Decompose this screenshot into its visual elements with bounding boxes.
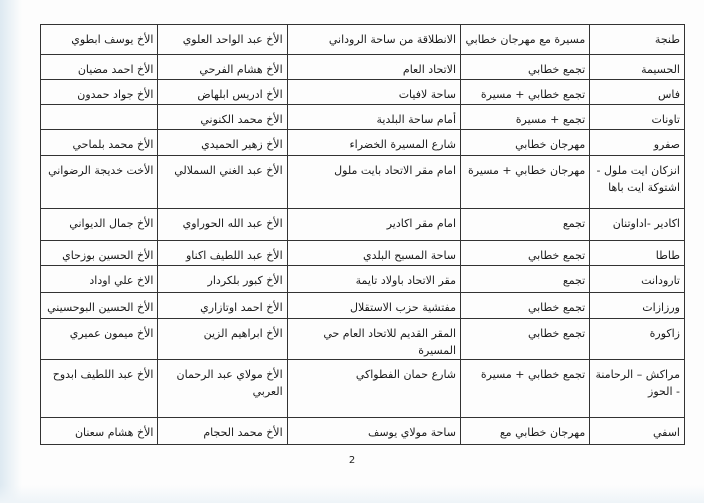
event-type-cell (461, 418, 590, 445)
representative-text: الأخ ميمون عميري (69, 327, 154, 340)
table-row (41, 105, 685, 130)
table-row (41, 55, 685, 80)
representative-text: الأخ هشام سعنان (74, 426, 154, 439)
leader-text: الأخ زهير الحميدي (201, 138, 283, 151)
city-cell (590, 266, 685, 293)
table-row (41, 241, 685, 266)
location-text: امام مقر اكادير (386, 217, 457, 230)
event-type-text: تجمع (562, 217, 586, 230)
location-text: شارع المسيرة الخضراء (349, 138, 457, 151)
event-type-cell (461, 105, 590, 130)
representative-text: الأخ يوسف ابطوي (71, 33, 154, 46)
leader-text: الأخ مولاي عبد الرحمان العربي (176, 368, 283, 398)
city-cell (590, 130, 685, 156)
leader-cell (158, 80, 287, 105)
city-cell (590, 105, 685, 130)
event-type-text: تجمع خطابي + مسيرة (480, 368, 586, 381)
city-text: زاكورة (649, 327, 680, 340)
location-text: ساحة المسبح البلدي (363, 249, 457, 262)
city-text: الحسيمة (641, 63, 680, 76)
leader-text: الأخ هشام الفرحي (199, 63, 283, 76)
event-type-cell (461, 360, 590, 418)
location-text: مقر الاتحاد باولاد تايمة (355, 274, 457, 287)
event-type-text: تجمع خطابي (527, 63, 586, 76)
representative-text: الأخ محمد بلماحي (72, 138, 154, 151)
leader-cell (158, 293, 287, 319)
location-cell (287, 130, 460, 156)
event-type-text: مسيرة مع مهرجان خطابي (465, 33, 586, 46)
leader-cell (158, 418, 287, 445)
event-type-cell (461, 209, 590, 241)
city-cell (590, 25, 685, 55)
city-text: تاونات (651, 113, 680, 126)
event-type-cell (461, 25, 590, 55)
representative-cell (41, 130, 158, 156)
city-text: فاس (657, 88, 680, 101)
city-text: طاطا (655, 249, 680, 262)
city-cell (590, 55, 685, 80)
table-row (41, 266, 685, 293)
representative-text (45, 105, 153, 111)
leader-cell (158, 25, 287, 55)
city-cell (590, 209, 685, 241)
representative-text: الأخ احمد مضيان (77, 63, 154, 76)
event-type-text: تجمع + مسيرة (515, 113, 586, 126)
table-row (41, 319, 685, 360)
city-cell (590, 293, 685, 319)
leader-cell (158, 55, 287, 80)
city-cell (590, 156, 685, 209)
representative-cell (41, 293, 158, 319)
location-cell (287, 209, 460, 241)
leader-cell (158, 360, 287, 418)
location-text: أمام ساحة البلدية (376, 113, 457, 126)
scan-bottom-shadow (0, 485, 704, 503)
event-type-text: مهرجان خطابي مع (499, 426, 586, 439)
table-row (41, 418, 685, 445)
leader-text: الأخ ابراهيم الزين (203, 327, 283, 340)
location-cell (287, 156, 460, 209)
event-type-cell (461, 293, 590, 319)
location-text: المقر القديم للاتحاد العام حي المسيرة (323, 327, 457, 357)
city-text: ورزازات (642, 301, 680, 314)
city-text: اكادير -اداوتنان (612, 217, 680, 230)
location-cell (287, 105, 460, 130)
representative-text: الاخ علي اوداد (89, 274, 154, 287)
event-type-text: تجمع خطابي + مسيرة (480, 88, 586, 101)
leader-cell (158, 209, 287, 241)
representative-cell (41, 156, 158, 209)
event-type-text: تجمع خطابي (527, 301, 586, 314)
city-cell (590, 319, 685, 360)
location-cell (287, 80, 460, 105)
event-type-cell (461, 266, 590, 293)
leader-text: الأخ كبور بلكردار (207, 274, 283, 287)
event-type-cell (461, 241, 590, 266)
representative-text: الأخ عبد اللطيف ابدوح (52, 368, 154, 381)
representative-cell (41, 241, 158, 266)
representative-cell (41, 80, 158, 105)
leader-text: الأخ محمد الحجام (203, 426, 283, 439)
representative-cell (41, 25, 158, 55)
location-text: شارع حمان الفطواكي (355, 368, 457, 381)
representative-cell (41, 360, 158, 418)
location-cell (287, 293, 460, 319)
leader-text: الأخ عبد الله الحوراوي (182, 217, 283, 230)
event-type-text: تجمع خطابي (527, 249, 586, 262)
representative-text: الأخت خديجة الرضواني (48, 164, 154, 177)
table-row (41, 209, 685, 241)
event-type-cell (461, 55, 590, 80)
leader-cell (158, 105, 287, 130)
event-type-text: مهرجان خطابي + مسيرة (468, 164, 586, 177)
representative-cell (41, 55, 158, 80)
table-row (41, 130, 685, 156)
event-type-text: مهرجان خطابي (515, 138, 586, 151)
event-type-text: تجمع (562, 274, 586, 287)
table-row (41, 156, 685, 209)
leader-text: الأخ عبد الواحد العلوي (182, 33, 283, 46)
city-text: طنجة (654, 33, 680, 46)
event-type-cell (461, 319, 590, 360)
city-text: صفرو (653, 138, 680, 151)
location-cell (287, 418, 460, 445)
leader-cell (158, 241, 287, 266)
location-cell (287, 25, 460, 55)
location-text: الاتحاد العام (402, 63, 457, 76)
representative-text: الأخ الحسين بوزحاي (62, 249, 154, 262)
table-row (41, 80, 685, 105)
location-cell (287, 241, 460, 266)
city-text: انزكان ايت ملول - اشتوكة ايت باها (596, 164, 680, 194)
representative-cell (41, 105, 158, 130)
leader-text: الأخ عبد الغني السملالي (174, 164, 283, 177)
city-text: اسفي (652, 426, 680, 439)
representative-cell (41, 319, 158, 360)
city-cell (590, 418, 685, 445)
event-type-cell (461, 156, 590, 209)
representative-text: الأخ جواد حمدون (77, 88, 154, 101)
location-text: ساحة لافيات (398, 88, 457, 101)
location-cell (287, 266, 460, 293)
events-table (40, 24, 685, 445)
representative-cell (41, 266, 158, 293)
leader-cell (158, 156, 287, 209)
events-table-body (41, 25, 685, 445)
city-text: مراكش – الرحامنة - الحوز (595, 368, 680, 398)
page-number: 2 (348, 455, 356, 466)
table-row (41, 360, 685, 418)
location-text: مفتشية حزب الاستقلال (350, 301, 457, 314)
leader-cell (158, 319, 287, 360)
location-cell (287, 360, 460, 418)
leader-text: الأخ احمد اوتازاري (200, 301, 283, 314)
leader-text: الأخ ادريس ابلهاض (197, 88, 283, 101)
leader-cell (158, 266, 287, 293)
city-text: تارودانت (641, 274, 680, 287)
leader-text: الأخ محمد الكنوني (200, 113, 283, 126)
city-cell (590, 80, 685, 105)
leader-text: الأخ عبد اللطيف اكناو (186, 249, 283, 262)
city-cell (590, 360, 685, 418)
event-type-cell (461, 80, 590, 105)
leader-cell (158, 130, 287, 156)
location-text: الانطلاقة من ساحة الروداني (328, 33, 457, 46)
representative-text: الأخ الحسين البوحسيني (47, 301, 154, 314)
table-row (41, 293, 685, 319)
scan-edge-shadow (0, 0, 22, 503)
location-cell (287, 55, 460, 80)
location-text: ساحة مولاي يوسف (367, 426, 457, 439)
location-cell (287, 319, 460, 360)
event-type-cell (461, 130, 590, 156)
city-cell (590, 241, 685, 266)
representative-cell (41, 209, 158, 241)
representative-text: الأخ جمال الديواني (69, 217, 154, 230)
representative-cell (41, 418, 158, 445)
table-row (41, 25, 685, 55)
event-type-text: تجمع خطابي (527, 327, 586, 340)
location-text: امام مقر الاتحاد بايت ملول (334, 164, 457, 177)
